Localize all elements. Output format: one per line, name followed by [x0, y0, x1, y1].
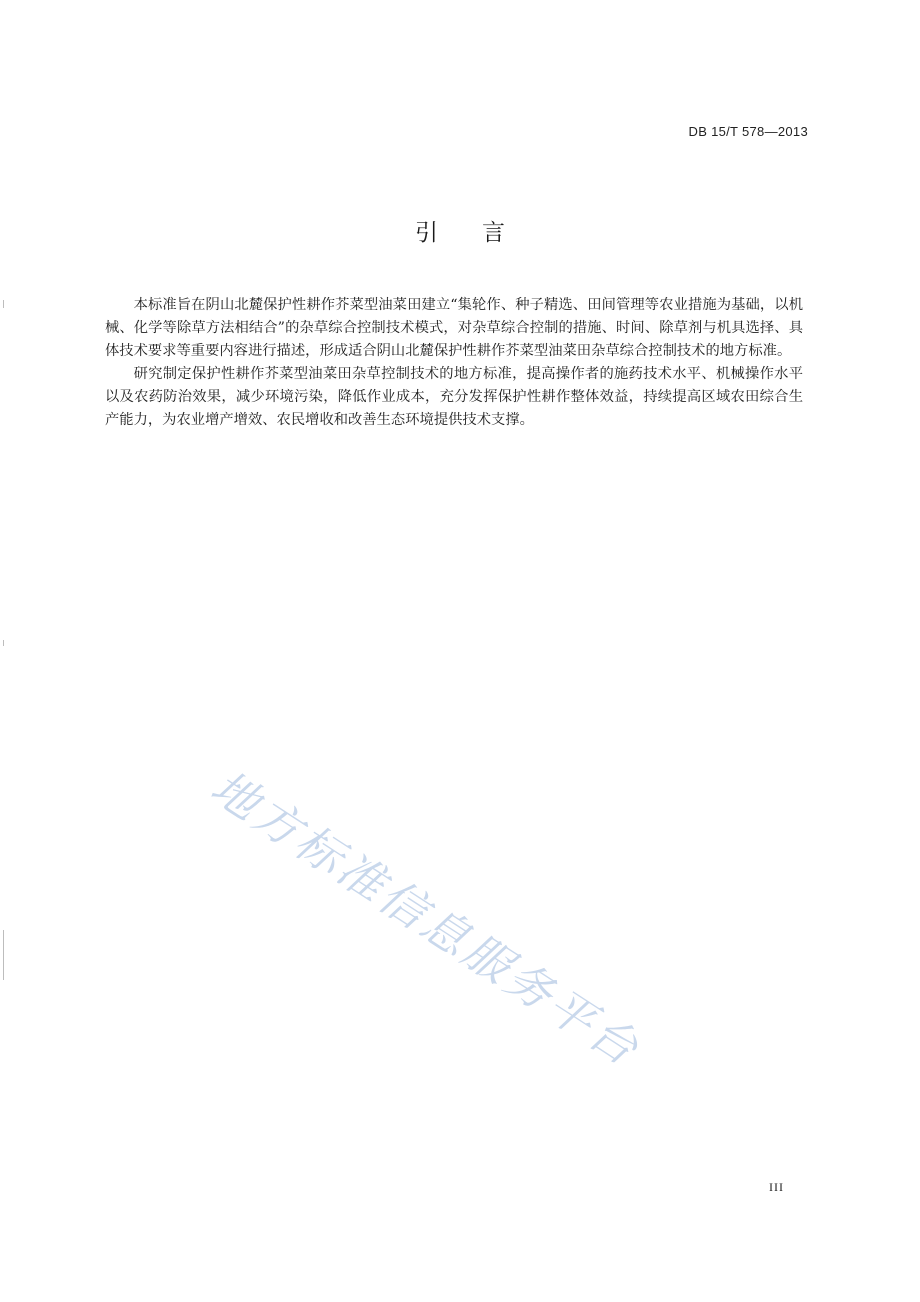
- paragraph: 研究制定保护性耕作芥菜型油菜田杂草控制技术的地方标准，提高操作者的施药技术水平、机械操作水平以及农药防治效果，减少环境污染，降低作业成本，充分发挥保护性耕作整体效益，持续提高区域农田综合生产能力，为农业增产增效、农民增收和改善生态环境提供技术支撑。: [105, 366, 803, 428]
- scan-edge-mark: [3, 300, 4, 308]
- page-number: III: [769, 1180, 784, 1194]
- watermark: 地方标准信息服务平台: [201, 759, 651, 1078]
- scan-edge-mark: [3, 640, 4, 646]
- document-body: [105, 294, 803, 432]
- scan-edge-mark: [3, 930, 4, 980]
- page-title: 引言: [415, 220, 549, 246]
- paragraph: 本标准旨在阴山北麓保护性耕作芥菜型油菜田建立“集轮作、种子精选、田间管理等农业措施为基础，以机械、化学等除草方法相结合”的杂草综合控制技术模式，对杂草综合控制的措施、时间、除草剂与机具选择、具体技术要求等重要内容进行描述，形成适合阴山北麓保护性耕作芥菜型油菜田杂草综合控制技术的地方标准。: [105, 297, 803, 359]
- document-code: DB 15/T 578—2013: [688, 124, 808, 139]
